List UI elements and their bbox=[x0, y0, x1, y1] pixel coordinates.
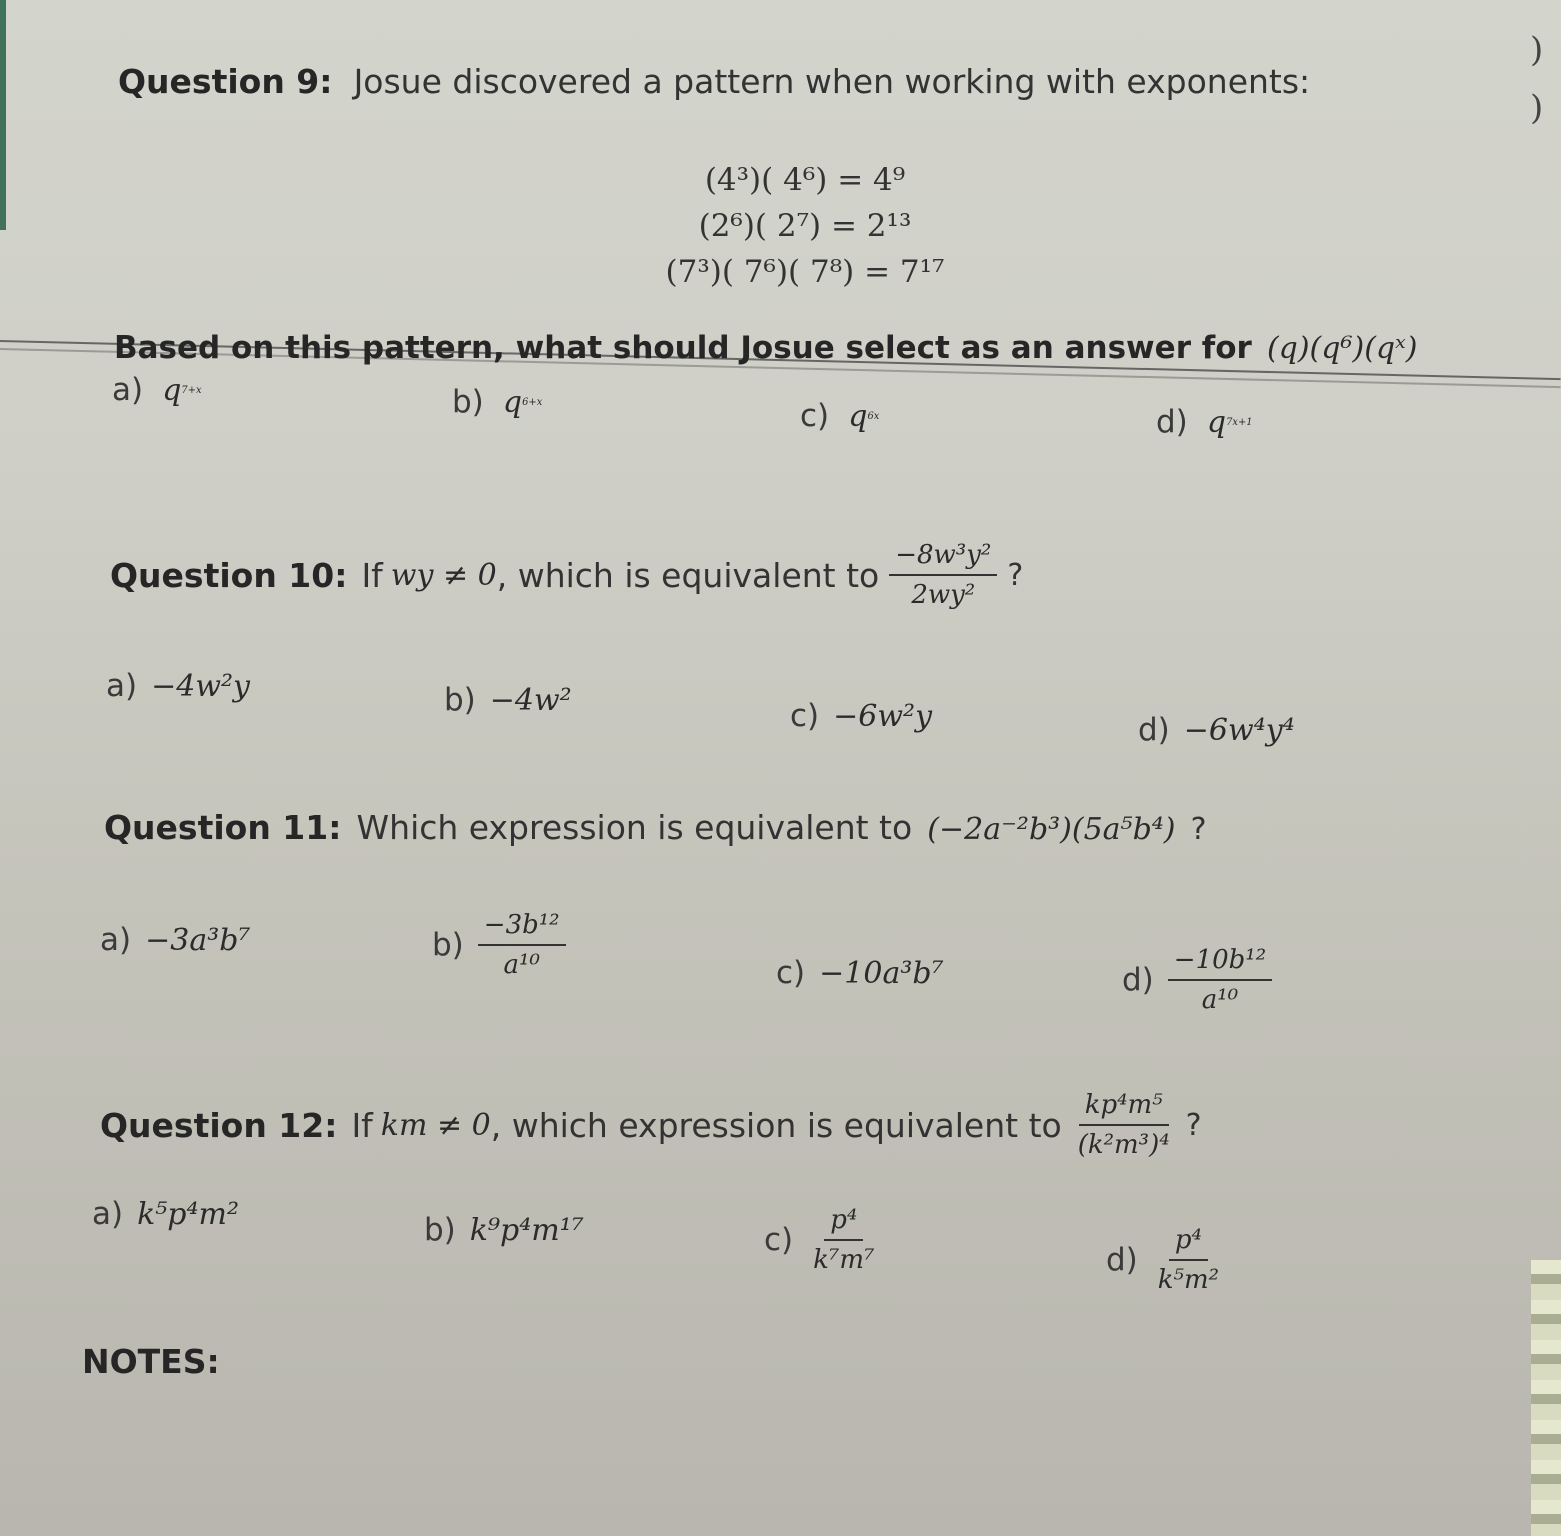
question-10-label: Question 10: bbox=[110, 555, 348, 595]
question-10-option-c[interactable]: c) −6w²y bbox=[790, 698, 933, 734]
question-11-header: Question 11: Which expression is equivalent to (−2a⁻²b³)(5a⁵b⁴) ? bbox=[104, 808, 1207, 847]
question-12-option-d[interactable]: d) $\frac{\text{p⁴}}{\text{k⁵m²}}$ bbox=[1106, 1225, 1220, 1295]
question-10-fraction: $\frac{\text{−8w³y²}}{\text{2wy²}}$ bbox=[889, 540, 997, 610]
question-9-text: Josue discovered a pattern when working with exponents: bbox=[353, 62, 1311, 101]
question-12-condition: km ≠ 0 bbox=[380, 1107, 491, 1143]
page-left-edge bbox=[0, 0, 6, 230]
question-12-header: Question 12: If km ≠ 0 , which expression is equivalent to $\frac{\text{kp⁴m⁵}}{\text{(k²m³)⁴}}$ ? bbox=[100, 1090, 1202, 1160]
question-9-label: Question 9: bbox=[118, 62, 333, 101]
option-label: d) bbox=[1156, 404, 1188, 440]
question-9-option-c[interactable]: c) $q^{6x}$ bbox=[800, 398, 880, 434]
option-label: b) bbox=[452, 384, 484, 420]
notes-heading: NOTES: bbox=[82, 1342, 220, 1381]
question-10-option-b[interactable]: b) −4w² bbox=[444, 682, 572, 718]
margin-mark-bottom: ) bbox=[1530, 88, 1544, 128]
option-label: a) bbox=[112, 372, 144, 408]
question-11-option-d[interactable]: d) $\frac{\text{−10b¹²}}{\text{a¹⁰}}$ bbox=[1122, 945, 1272, 1015]
margin-mark-top: ) bbox=[1530, 30, 1544, 70]
question-9-prompt-text: Based on this pattern, what should Josue select as an answer for bbox=[114, 330, 1252, 366]
question-12-option-b[interactable]: b) k⁹p⁴m¹⁷ bbox=[424, 1212, 584, 1248]
pattern-equation-3: (7³)( 7⁶)( 7⁸) = 7¹⁷ bbox=[665, 254, 945, 290]
question-11-option-a[interactable]: a) −3a³b⁷ bbox=[100, 922, 251, 958]
pattern-equation-2: (2⁶)( 2⁷) = 2¹³ bbox=[698, 208, 912, 244]
question-9-prompt bbox=[114, 330, 1417, 366]
pattern-equation-1: (4³)( 4⁶) = 4⁹ bbox=[704, 162, 906, 198]
option-label: c) bbox=[800, 398, 830, 434]
question-12-label: Question 12: bbox=[100, 1105, 338, 1145]
question-9-header bbox=[118, 62, 1310, 101]
question-12-fraction: $\frac{\text{kp⁴m⁵}}{\text{(k²m³)⁴}}$ bbox=[1077, 1090, 1170, 1160]
question-11-expression: (−2a⁻²b³)(5a⁵b⁴) bbox=[927, 812, 1176, 847]
question-11-option-b[interactable]: b) $\frac{\text{−3b¹²}}{\text{a¹⁰}}$ bbox=[432, 910, 566, 980]
question-10-header: Question 10: If wy ≠ 0 , which is equivalent to $\frac{\text{−8w³y²}}{\text{2wy²}}$ ? bbox=[110, 540, 1024, 610]
question-11-option-c[interactable]: c) −10a³b⁷ bbox=[776, 955, 944, 991]
question-12-option-a[interactable]: a) k⁵p⁴m² bbox=[92, 1196, 240, 1232]
question-9-prompt-expression: (q)(q⁶)(qˣ) bbox=[1266, 331, 1418, 366]
question-10-option-a[interactable]: a) −4w²y bbox=[106, 668, 250, 704]
question-9-option-a[interactable]: a) $q^{7+x}$ bbox=[112, 372, 202, 408]
question-10-condition: wy ≠ 0 bbox=[390, 557, 497, 593]
question-9-option-b[interactable]: b) $q^{6+x}$ bbox=[452, 384, 543, 420]
question-9-option-d[interactable]: d) $q^{7x+1}$ bbox=[1156, 404, 1253, 440]
question-12-option-c[interactable]: c) $\frac{\text{p⁴}}{\text{k⁷m⁷}}$ bbox=[764, 1205, 875, 1275]
background-foliage bbox=[1531, 1260, 1561, 1536]
question-10-option-d[interactable]: d) −6w⁴y⁴ bbox=[1138, 712, 1295, 748]
question-11-label: Question 11: bbox=[104, 808, 342, 847]
